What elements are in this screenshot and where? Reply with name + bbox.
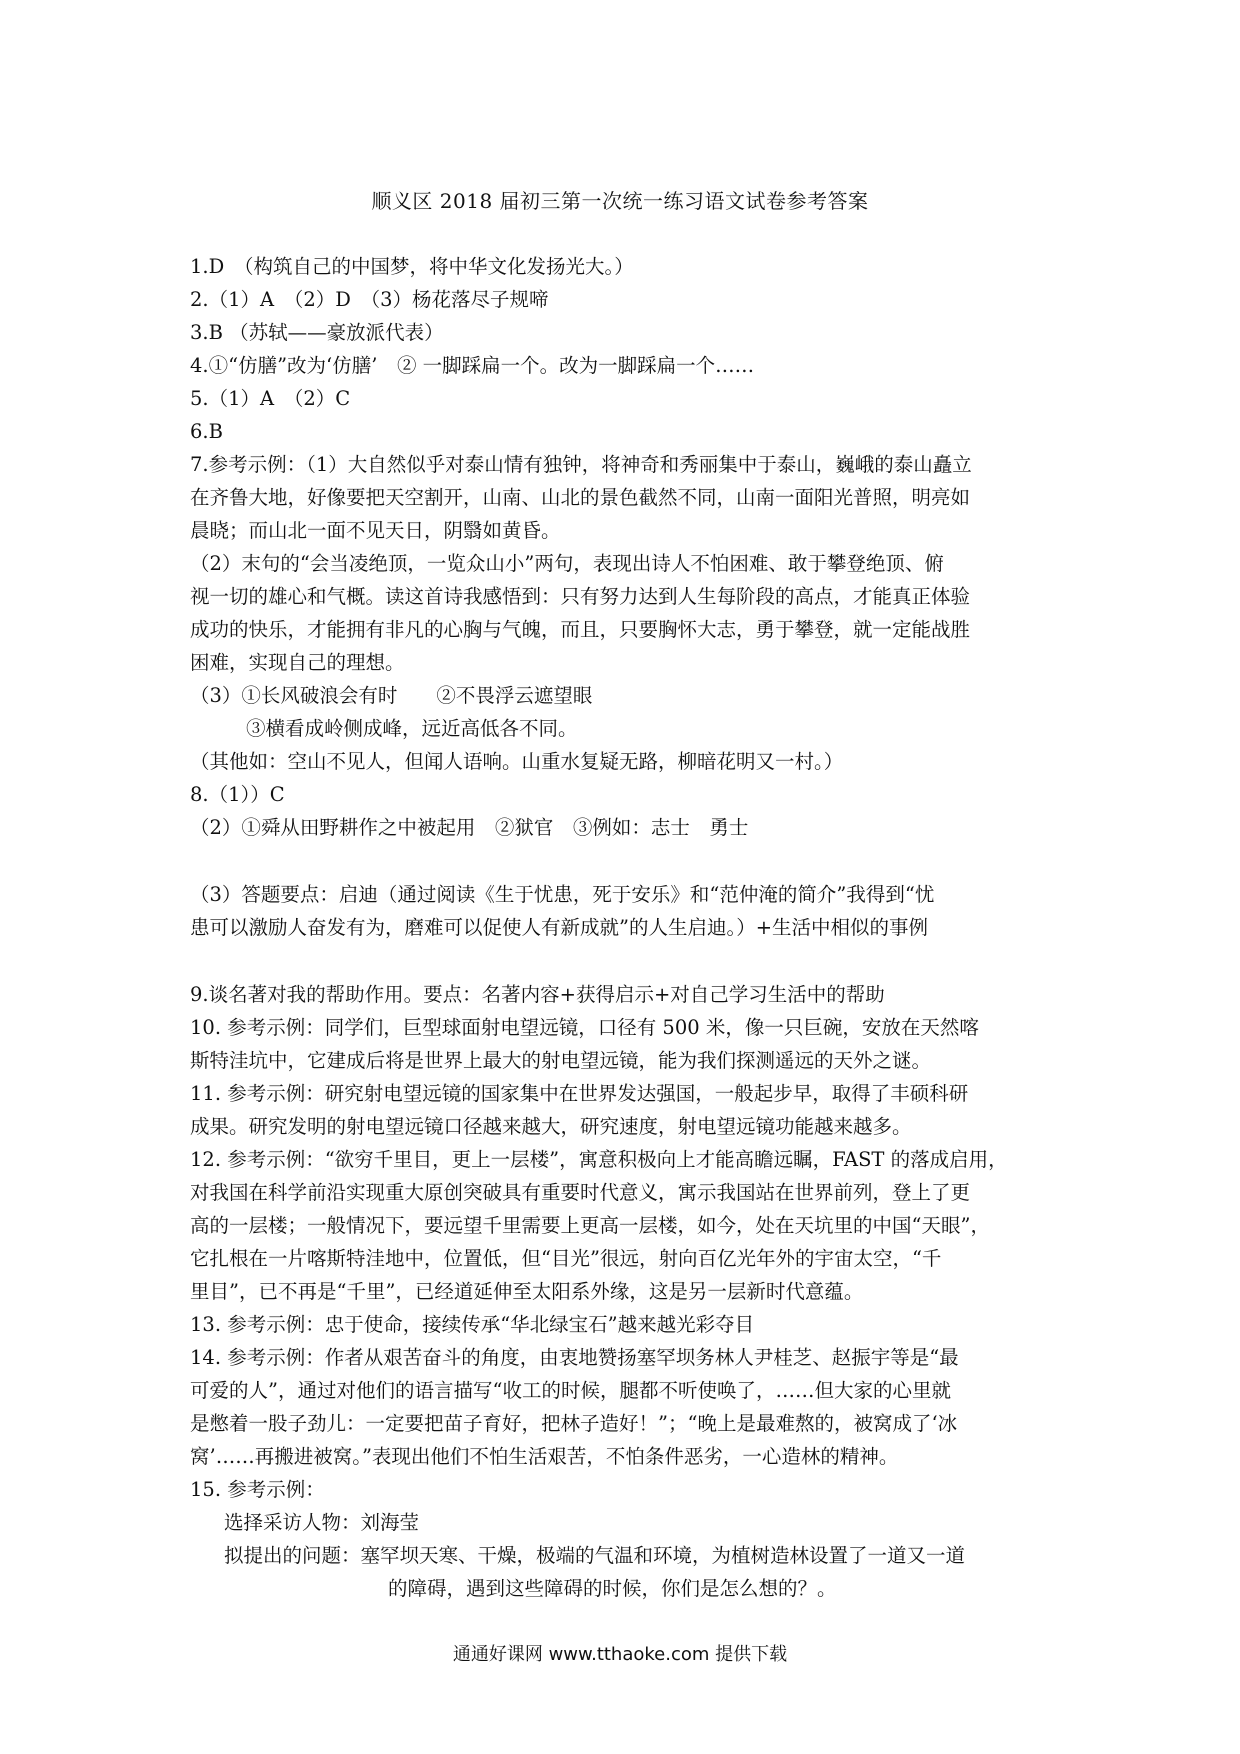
answer-line-5: 5.（1）A （2）C (190, 387, 351, 410)
answer-line-13: 13. 参考示例：忠于使命，接续传承“华北绿宝石”越来越光彩夺目 (190, 1313, 755, 1336)
answer-line-4: 4.①“仿膳”改为‘仿膳’ ② 一脚踩扁一个。改为一脚踩扁一个…… (190, 354, 755, 377)
answer-line-8-3-cont: 患可以激励人奋发有为，磨难可以促使人有新成就”的人生启迪。）+生活中相似的事例 (190, 916, 929, 939)
answer-line-12-cont: 它扎根在一片喀斯特洼地中，位置低，但“目光”很远，射向百亿光年外的宇宙太空，“千 (190, 1247, 942, 1270)
answer-line-7-cont: 在齐鲁大地，好像要把天空割开，山南、山北的景色截然不同，山南一面阳光普照，明亮如 (190, 486, 971, 509)
spacer (190, 844, 1060, 878)
answer-line-7-cont: 晨晓；而山北一面不见天日，阴翳如黄昏。 (190, 519, 561, 542)
answer-line-14-cont: 可爱的人”，通过对他们的语言描写“收工的时候，腿都不听使唤了，……但大家的心里就 (190, 1379, 951, 1402)
answer-line-12-cont: 对我国在科学前沿实现重大原创突破具有重要时代意义，寓示我国站在世界前列，登上了更 (190, 1181, 971, 1204)
answer-line-7-2-cont: 困难，实现自己的理想。 (190, 651, 405, 674)
answer-line-10-cont: 斯特洼坑中，它建成后将是世界上最大的射电望远镜，能为我们探测遥远的天外之谜。 (190, 1049, 932, 1072)
answer-line-15-question: 拟提出的问题：塞罕坝天寒、干燥，极端的气温和环境，为植树造林设置了一道又一道 (224, 1544, 966, 1567)
spacer (190, 944, 1060, 978)
answer-line-15: 15. 参考示例： (190, 1478, 325, 1501)
answer-line-14: 14. 参考示例：作者从艰苦奋斗的角度，由衷地赞扬塞罕坝务林人尹桂芝、赵振宇等是“最 (190, 1346, 959, 1369)
answer-line-7-2-cont: 成功的快乐，才能拥有非凡的心胸与气魄，而且，只要胸怀大志，勇于攀登，就一定能战胜 (190, 618, 971, 641)
answer-line-7-other: （其他如：空山不见人，但闻人语响。山重水复疑无路，柳暗花明又一村。） (190, 750, 844, 773)
answer-line-14-cont: 窝’……再搬进被窝。”表现出他们不怕生活艰苦，不怕条件恶劣，一心造林的精神。 (190, 1445, 899, 1468)
answer-line-7: 7.参考示例：（1）大自然似乎对泰山情有独钟，将神奇和秀丽集中于泰山，巍峨的泰山矗立 (190, 453, 972, 476)
answer-line-7-3-cont: ③横看成岭侧成峰，远近高低各不同。 (246, 717, 578, 740)
answer-line-8: 8.（1））C (190, 783, 285, 806)
answer-line-7-2-cont: 视一切的雄心和气概。读这首诗我感悟到：只有努力达到人生每阶段的高点，才能真正体验 (190, 585, 971, 608)
answer-line-9: 9.谈名著对我的帮助作用。要点：名著内容+获得启示+对自己学习生活中的帮助 (190, 983, 885, 1006)
answer-line-12-cont: 里目”，已不再是“千里”，已经道延伸至太阳系外缘，这是另一层新时代意蕴。 (190, 1280, 864, 1303)
answer-line-11: 11. 参考示例：研究射电望远镜的国家集中在世界发达强国，一般起步早，取得了丰硕科研 (190, 1082, 969, 1105)
answer-line-6: 6.B (190, 420, 223, 443)
answer-line-15-person: 选择采访人物：刘海莹 (224, 1511, 420, 1534)
answer-line-10: 10. 参考示例：同学们，巨型球面射电望远镜，口径有 500 米，像一只巨碗，安放在天然喀 (190, 1016, 979, 1039)
answer-line-7-3: （3）①长风破浪会有时 ②不畏浮云遮望眼 (190, 684, 593, 707)
answer-line-8-3: （3）答题要点：启迪（通过阅读《生于忧患，死于安乐》和“范仲淹的简介”我得到“忧 (190, 883, 935, 906)
answer-line-3: 3.B （苏轼——豪放派代表） (190, 321, 444, 344)
answer-line-14-cont: 是憋着一股子劲儿：一定要把苗子育好，把林子造好！”；“晚上是最难熬的，被窝成了‘冰 (190, 1412, 958, 1435)
answer-line-2: 2.（1）A （2）D （3）杨花落尽子规啼 (190, 288, 549, 311)
page-footer: 通通好课网 www.tthaoke.com 提供下载 (452, 1644, 788, 1665)
answer-line-11-cont: 成果。研究发明的射电望远镜口径越来越大，研究速度，射电望远镜功能越来越多。 (190, 1115, 912, 1138)
answer-line-1: 1.D （构筑自己的中国梦，将中华文化发扬光大。） (190, 255, 634, 278)
answer-line-12: 12. 参考示例：“欲穷千里目，更上一层楼”，寓意积极向上才能高瞻远瞩，FAST 的落成启用， (190, 1148, 1008, 1171)
answer-line-7-2: （2）末句的“会当凌绝顶，一览众山小”两句，表现出诗人不怕困难、敢于攀登绝顶、俯 (190, 552, 944, 575)
answer-body (190, 250, 1060, 1605)
answer-line-15-question-cont: 的障碍，遇到这些障碍的时候，你们是怎么想的？。 (388, 1577, 837, 1600)
answer-line-8-2: （2）①舜从田野耕作之中被起用 ②狱官 ③例如：志士 勇士 (190, 816, 749, 839)
answer-line-12-cont: 高的一层楼；一般情况下，要远望千里需要上更高一层楼，如今，处在天坑里的中国“天眼”， (190, 1214, 990, 1237)
page-title: 顺义区 2018 届初三第一次统一练习语文试卷参考答案 (371, 189, 869, 213)
